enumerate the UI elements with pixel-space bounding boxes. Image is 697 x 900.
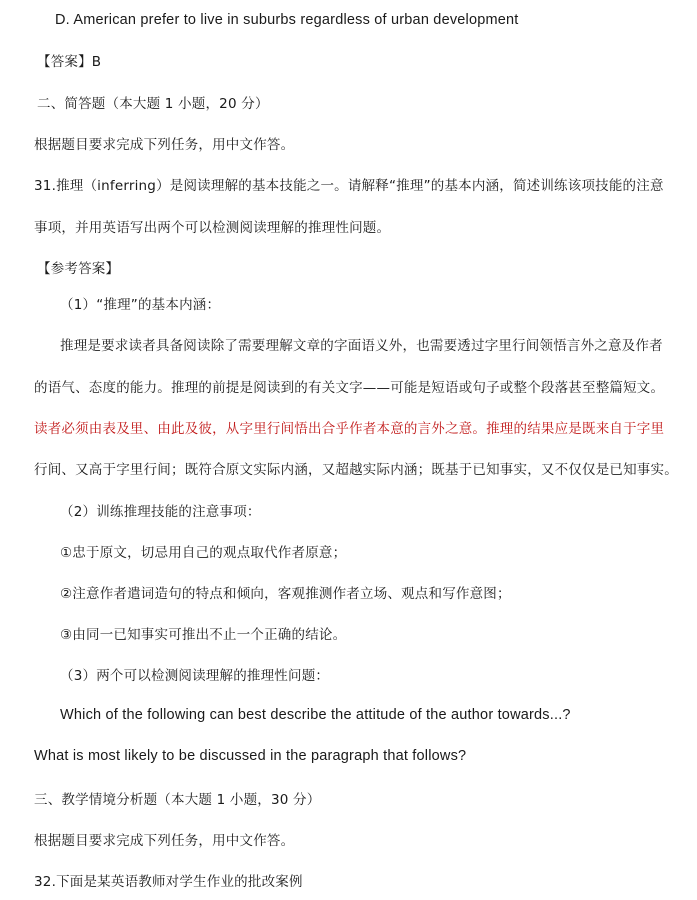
option-d-line: D. American prefer to live in suburbs regardless of urban development [55, 12, 519, 28]
part-3-question-1: Which of the following can best describe the attitude of the author towards...? [60, 707, 571, 723]
question-32-line-1: 32.下面是某英语教师对学生作业的批改案例 [34, 874, 303, 890]
part-1-paragraph-line-1: 推理是要求读者具备阅读除了需要理解文章的字面语义外，也需要透过字里行间领悟言外之意及作者 [60, 338, 663, 354]
part-2-heading: （2）训练推理技能的注意事项： [60, 504, 261, 520]
part-3-question-2: What is most likely to be discussed in the paragraph that follows? [34, 748, 467, 764]
section-3-instruction: 根据题目要求完成下列任务，用中文作答。 [34, 833, 295, 849]
part-1-paragraph-line-4: 行间、又高于字里行间；既符合原文实际内涵，又超越实际内涵；既基于已知事实，又不仅仅是已知事实。 [34, 462, 678, 478]
part-1-heading: （1）“推理”的基本内涵： [60, 297, 221, 313]
answer-label: 【答案】B [37, 54, 102, 70]
part-1-paragraph-line-2: 的语气、态度的能力。推理的前提是阅读到的有关文字——可能是短语或句子或整个段落甚至整篇短文。 [34, 380, 665, 396]
section-3-heading: 三、教学情境分析题（本大题 1 小题，30 分） [34, 792, 321, 808]
part-1-paragraph-line-3: 读者必须由表及里、由此及彼，从字里行间悟出合乎作者本意的言外之意。推理的结果应是既来自于字里 [34, 421, 665, 437]
part-3-heading: （3）两个可以检测阅读理解的推理性问题： [60, 668, 330, 684]
section-2-heading: 二、简答题（本大题 1 小题，20 分） [37, 96, 269, 112]
part-2-item-2: ②注意作者遣词造句的特点和倾向，客观推测作者立场、观点和写作意图； [60, 586, 511, 602]
question-31-line-1: 31.推理（inferring）是阅读理解的基本技能之一。请解释“推理”的基本内涵，简述训练该项技能的注意 [34, 178, 664, 194]
part-2-item-3: ③由同一已知事实可推出不止一个正确的结论。 [60, 627, 347, 643]
section-2-instruction: 根据题目要求完成下列任务，用中文作答。 [34, 137, 295, 153]
question-31-line-2: 事项，并用英语写出两个可以检测阅读理解的推理性问题。 [34, 220, 391, 236]
part-2-item-1: ①忠于原文，切忌用自己的观点取代作者原意； [60, 545, 347, 561]
reference-answer-label: 【参考答案】 [37, 261, 120, 277]
